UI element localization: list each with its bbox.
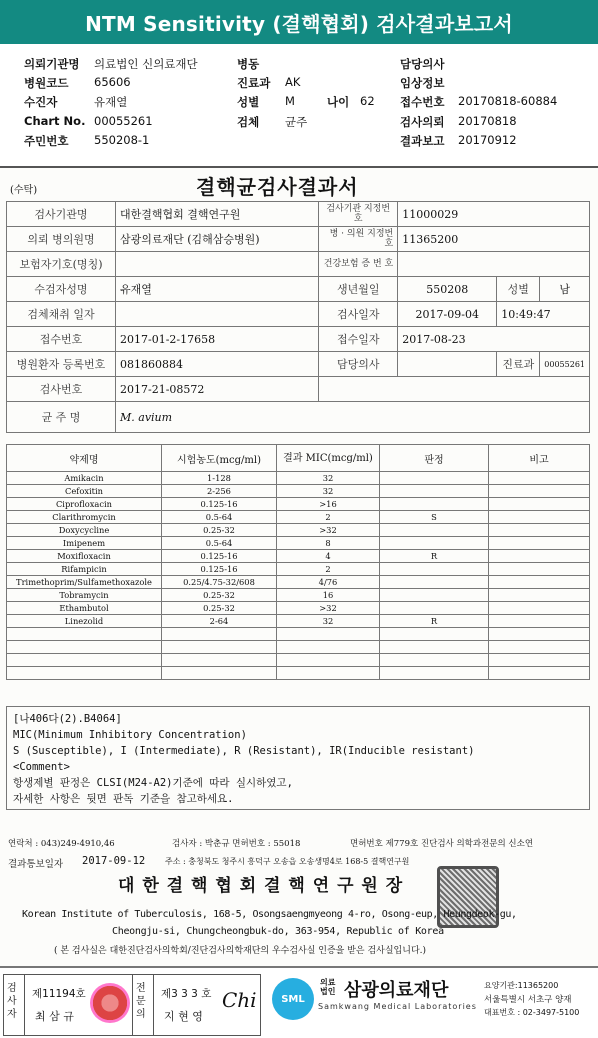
cell-value: 삼광의료재단 (김해삼승병원): [116, 227, 319, 252]
report-banner: [0, 0, 598, 44]
col-header: 비고: [489, 445, 590, 472]
cell-value: [398, 252, 590, 277]
cell-label: 접수번호: [7, 327, 116, 352]
header-info: [0, 50, 598, 150]
drug-name: Moxifloxacin: [7, 550, 162, 563]
cell-value: 2017-21-08572: [116, 377, 319, 402]
cell-value: [398, 352, 497, 377]
label: 담당의사: [400, 57, 445, 71]
empty-cell: [162, 667, 277, 680]
cell-label: 병 · 의원 지정번호: [319, 227, 398, 252]
col-header: 시험농도(mcg/ml): [162, 445, 277, 472]
test-conc: 0.125-16: [162, 498, 277, 511]
cell-label: 진료과: [497, 352, 540, 377]
divider: [0, 966, 598, 968]
table-row: [7, 472, 590, 485]
cell-label: 건강보험 증 번 호: [319, 252, 398, 277]
table-row: [7, 615, 590, 628]
cell-value: 유재열: [116, 277, 319, 302]
empty-cell: [489, 654, 590, 667]
empty-cell: [489, 628, 590, 641]
drug-name: Trimethoprim/Sulfamethoxazole: [7, 576, 162, 589]
receipt-mark: (수탁): [10, 185, 38, 196]
table-row: [7, 485, 590, 498]
judgement: [380, 563, 489, 576]
note: [489, 537, 590, 550]
label: 진료과: [237, 76, 271, 90]
sml-logo-icon: [272, 978, 314, 1020]
empty-row: [7, 667, 590, 680]
empty-row: [7, 628, 590, 641]
empty-cell: [162, 641, 277, 654]
drug-name: Doxycycline: [7, 524, 162, 537]
value: 20170912: [458, 133, 517, 147]
judgement: [380, 537, 489, 550]
value: 의료법인 신의료재단: [94, 57, 198, 71]
test-conc: 2-64: [162, 615, 277, 628]
value: 유재열: [94, 95, 128, 109]
label: 병동: [237, 57, 260, 71]
test-conc: 0.125-16: [162, 550, 277, 563]
value: 550208-1: [94, 133, 150, 147]
cell-value: [116, 302, 319, 327]
cell-label: 의뢰 병의원명: [7, 227, 116, 252]
notice-date: 2017-09-12: [82, 855, 146, 867]
cell-label: 접수일자: [319, 327, 398, 352]
note: [489, 498, 590, 511]
table-row: [7, 589, 590, 602]
table-row: [7, 511, 590, 524]
note: [489, 563, 590, 576]
judgement: [380, 602, 489, 615]
divider: [153, 974, 154, 1036]
notice-label: 결과통보일자: [8, 859, 64, 870]
empty-cell: [380, 628, 489, 641]
mic-result: >16: [277, 498, 380, 511]
cell-value: 00055261: [540, 352, 590, 377]
judgement: [380, 485, 489, 498]
test-conc: 0.5-64: [162, 537, 277, 550]
cell-value: [319, 377, 590, 402]
value: 00055261: [94, 114, 153, 128]
empty-row: [7, 654, 590, 667]
empty-cell: [277, 667, 380, 680]
organism-value: M. avium: [116, 402, 590, 433]
cell-value: 2017-08-23: [398, 327, 590, 352]
cell-value: 2017-09-04: [398, 302, 497, 327]
cell-value: 550208: [398, 277, 497, 302]
empty-cell: [380, 667, 489, 680]
label: 접수번호: [400, 95, 445, 109]
institute-name: 대 한 결 핵 협 회 결 핵 연 구 원 장: [118, 876, 404, 896]
test-conc: 0.125-16: [162, 563, 277, 576]
report-title: 결핵균검사결과서: [196, 175, 359, 199]
judgement: [380, 576, 489, 589]
mic-result: >32: [277, 602, 380, 615]
note: [489, 485, 590, 498]
table-row: [7, 550, 590, 563]
cell-value: 대한결핵협회 결핵연구원: [116, 202, 319, 227]
label: 주민번호: [24, 134, 69, 148]
empty-cell: [489, 641, 590, 654]
inspector-label: 검사자: [7, 983, 17, 1020]
label: Chart No.: [24, 114, 86, 128]
cell-label: 검사기관명: [7, 202, 116, 227]
mic-result: 32: [277, 472, 380, 485]
mic-result: 4/76: [277, 576, 380, 589]
specialist-label: 전문의: [136, 983, 146, 1020]
note: [489, 589, 590, 602]
inspector-no: 제11194호: [32, 988, 86, 1000]
test-conc: 2-256: [162, 485, 277, 498]
drug-name: Clarithromycin: [7, 511, 162, 524]
mic-result: 2: [277, 511, 380, 524]
divider: [24, 974, 25, 1036]
cell-value: 081860884: [116, 352, 319, 377]
note: [489, 576, 590, 589]
note: [489, 472, 590, 485]
judgement: [380, 472, 489, 485]
cell-value: 10:49:47: [497, 302, 590, 327]
table-row: [7, 498, 590, 511]
address-en-1: Korean Institute of Tuberculosis, 168-5, Osongsaengmyeong 4-ro, Osong-eup, Heungdeok-gu,: [22, 909, 517, 920]
mic-result: 4: [277, 550, 380, 563]
empty-cell: [380, 654, 489, 667]
empty-cell: [7, 654, 162, 667]
col-header: 결과 MIC(mcg/ml): [277, 445, 380, 472]
value: 균주: [285, 115, 308, 129]
empty-row: [7, 641, 590, 654]
comment-line: [나406다(2).B4064]: [13, 713, 122, 725]
judgement: [380, 498, 489, 511]
comment-line: S (Susceptible), I (Intermediate), R (Resistant), IR(Inducible resistant): [13, 745, 475, 757]
comment-line: <Comment>: [13, 761, 70, 773]
certification-note: ( 본 검사실은 대한진단검사의학회/진단검사의학재단의 우수검사실 인증을 받은 검사실입니다.): [54, 946, 427, 956]
label: 병원코드: [24, 76, 69, 90]
specialist-no: 제3 3 3 호: [161, 988, 212, 1000]
comment-line: 자세한 사항은 뒷면 판독 기준을 참고하세요.: [13, 793, 234, 805]
cell-label: 담당의사: [319, 352, 398, 377]
label: 검사의뢰: [400, 115, 445, 129]
value: 20170818-60884: [458, 94, 558, 108]
address-en-2: Cheongju-si, Chungcheongbuk-do, 363-954, Republic of Korea: [112, 926, 444, 937]
cell-value: 11000029: [398, 202, 590, 227]
table-row: [7, 524, 590, 537]
col-header: 약제명: [7, 445, 162, 472]
contact: 연락처 : 043)249-4910,46: [8, 839, 115, 849]
banner-title: NTM Sensitivity (결핵협회) 검사결과보고서: [85, 11, 513, 36]
value: AK: [285, 75, 301, 89]
empty-cell: [277, 641, 380, 654]
mic-result: 32: [277, 485, 380, 498]
cell-label: 검사기관 지정번호: [319, 202, 398, 227]
mic-result: 16: [277, 589, 380, 602]
empty-cell: [277, 628, 380, 641]
test-conc: 0.25-32: [162, 589, 277, 602]
address-kr: 주소 : 충청북도 청주시 흥덕구 오송읍 오송생명4로 168-5 결핵연구원: [165, 857, 410, 866]
empty-cell: [7, 641, 162, 654]
judgement: R: [380, 615, 489, 628]
org-code: 요양기관:11365200: [484, 981, 559, 990]
empty-cell: [162, 628, 277, 641]
note: [489, 550, 590, 563]
col-header: 판정: [380, 445, 489, 472]
judgement: [380, 524, 489, 537]
drug-name: Linezolid: [7, 615, 162, 628]
empty-cell: [162, 654, 277, 667]
label: 의뢰기관명: [24, 57, 80, 71]
empty-cell: [277, 654, 380, 667]
drug-name: Ciprofloxacin: [7, 498, 162, 511]
org-phone: 대표번호 : 02-3497-5100: [484, 1008, 580, 1017]
note: [489, 615, 590, 628]
empty-cell: [7, 667, 162, 680]
cell-label: 보험자기호(명칭): [7, 252, 116, 277]
label: 임상정보: [400, 76, 445, 90]
mic-result: 32: [277, 615, 380, 628]
note: [489, 602, 590, 615]
empty-cell: [380, 641, 489, 654]
cell-value: 남: [540, 277, 590, 302]
logo-text: SML: [281, 993, 305, 1005]
label: 성별: [237, 95, 260, 109]
cell-label: 생년월일: [319, 277, 398, 302]
cell-value: [116, 252, 319, 277]
judgement: R: [380, 550, 489, 563]
value: 20170818: [458, 114, 517, 128]
org-small: 의료법인: [320, 978, 336, 996]
table-row: [7, 537, 590, 550]
empty-cell: [7, 628, 162, 641]
mic-result: >32: [277, 524, 380, 537]
footer: [0, 970, 598, 1038]
org-address: 서울특별시 서초구 양재: [484, 995, 572, 1005]
test-conc: 0.25-32: [162, 602, 277, 615]
judgement: S: [380, 511, 489, 524]
scanned-report: [0, 168, 598, 966]
cell-label: 병원환자 등록번호: [7, 352, 116, 377]
test-conc: 0.25/4.75-32/608: [162, 576, 277, 589]
susceptibility-table: [6, 444, 590, 680]
drug-name: Amikacin: [7, 472, 162, 485]
signature: Chi: [222, 988, 257, 1012]
inspector-name: 최 삼 규: [35, 1010, 74, 1023]
drug-name: Tobramycin: [7, 589, 162, 602]
test-conc: 0.25-32: [162, 524, 277, 537]
label: 나이: [327, 95, 350, 109]
org-name: 삼광의료재단: [344, 980, 449, 1001]
cell-label: 성별: [497, 277, 540, 302]
label: 수진자: [24, 95, 58, 109]
test-conc: 0.5-64: [162, 511, 277, 524]
drug-name: Imipenem: [7, 537, 162, 550]
seal-icon: [90, 983, 130, 1023]
specialist-name: 지 현 영: [164, 1010, 203, 1023]
drug-name: Ethambutol: [7, 602, 162, 615]
empty-cell: [489, 667, 590, 680]
mic-result: 2: [277, 563, 380, 576]
org-en: Samkwang Medical Laboratories: [318, 1002, 477, 1011]
cell-label: 검사번호: [7, 377, 116, 402]
cell-label: 검사일자: [319, 302, 398, 327]
value: 65606: [94, 75, 131, 89]
value: 62: [360, 94, 375, 108]
note: [489, 511, 590, 524]
value: M: [285, 94, 295, 108]
divider: [132, 974, 133, 1036]
label: 결과보고: [400, 134, 445, 148]
test-conc: 1-128: [162, 472, 277, 485]
comment-box: [6, 706, 590, 810]
note: [489, 524, 590, 537]
patient-info-table: [6, 201, 590, 433]
cell-value: 2017-01-2-17658: [116, 327, 319, 352]
cell-value: 11365200: [398, 227, 590, 252]
cell-label: 수검자성명: [7, 277, 116, 302]
drug-name: Cefoxitin: [7, 485, 162, 498]
table-row: [7, 563, 590, 576]
specialist-info: 면허번호 제779호 진단검사 의학과전문의 신소연: [350, 839, 534, 849]
cell-label: 균 주 명: [7, 402, 116, 433]
drug-name: Rifampicin: [7, 563, 162, 576]
comment-line: 항생제별 판정은 CLSI(M24-A2)기준에 따라 실시하였고,: [13, 777, 293, 789]
cell-label: 검체채취 일자: [7, 302, 116, 327]
table-row: [7, 602, 590, 615]
judgement: [380, 589, 489, 602]
table-row: [7, 576, 590, 589]
examiner: 검사자 : 박춘규 면허번호 : 55018: [172, 839, 301, 849]
label: 검체: [237, 115, 260, 129]
comment-line: MIC(Minimum Inhibitory Concentration): [13, 729, 247, 741]
mic-result: 8: [277, 537, 380, 550]
